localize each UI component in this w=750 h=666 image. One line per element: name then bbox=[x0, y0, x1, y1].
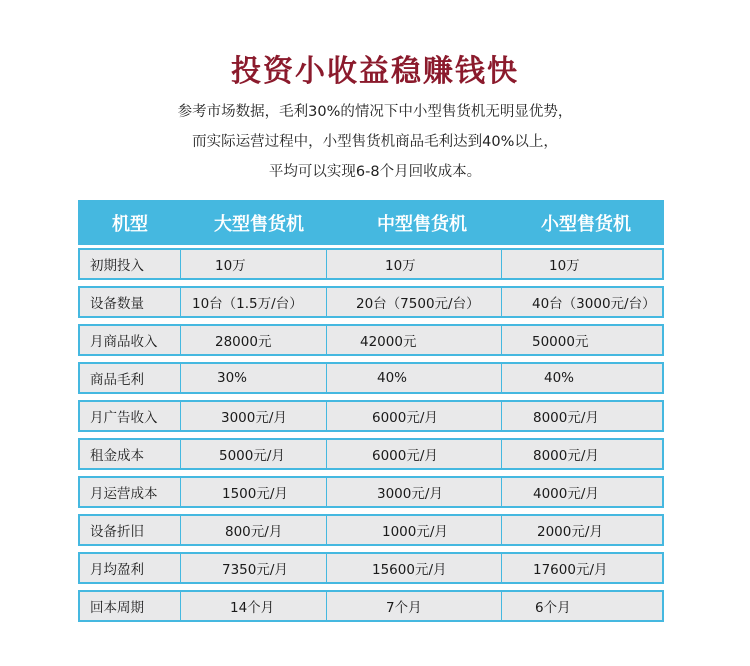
page-title: 投资小收益稳赚钱快 bbox=[231, 54, 519, 89]
table-row bbox=[78, 590, 664, 622]
cell-medium: 15600元/月 bbox=[326, 554, 501, 582]
row-label: 月运营成本 bbox=[90, 486, 158, 502]
row-label: 设备折旧 bbox=[90, 524, 144, 540]
table-header bbox=[78, 200, 664, 245]
cell-small: 40% bbox=[501, 364, 662, 392]
comparison-table bbox=[78, 200, 664, 622]
cell-large: 7350元/月 bbox=[180, 554, 326, 582]
table-row bbox=[78, 286, 664, 318]
header-small: 小型售货机 bbox=[541, 213, 631, 235]
description bbox=[0, 97, 750, 187]
cell-medium: 42000元 bbox=[326, 326, 501, 354]
table-row bbox=[78, 324, 664, 356]
cell-small: 17600元/月 bbox=[501, 554, 662, 582]
cell-medium: 7个月 bbox=[326, 592, 501, 620]
table-row bbox=[78, 438, 664, 470]
cell-medium: 6000元/月 bbox=[326, 440, 501, 468]
table-row bbox=[78, 362, 664, 394]
row-label: 设备数量 bbox=[90, 296, 144, 312]
header-model: 机型 bbox=[112, 213, 148, 235]
cell-medium: 1000元/月 bbox=[326, 516, 501, 544]
description-line: 参考市场数据，毛利30%的情况下中小型售货机无明显优势， bbox=[177, 104, 573, 120]
row-label: 商品毛利 bbox=[90, 372, 144, 388]
table-row bbox=[78, 400, 664, 432]
row-label: 租金成本 bbox=[90, 448, 144, 464]
cell-large: 3000元/月 bbox=[180, 402, 326, 430]
header-medium: 中型售货机 bbox=[377, 213, 467, 235]
cell-large: 10台（1.5万/台） bbox=[180, 288, 326, 316]
cell-large: 30% bbox=[180, 364, 326, 392]
cell-medium: 20台（7500元/台） bbox=[326, 288, 501, 316]
cell-large: 28000元 bbox=[180, 326, 326, 354]
cell-small: 2000元/月 bbox=[501, 516, 662, 544]
cell-small: 8000元/月 bbox=[501, 402, 662, 430]
cell-medium: 6000元/月 bbox=[326, 402, 501, 430]
row-label: 初期投入 bbox=[90, 258, 144, 274]
cell-medium: 10万 bbox=[326, 250, 501, 278]
table-row bbox=[78, 476, 664, 508]
cell-medium: 3000元/月 bbox=[326, 478, 501, 506]
cell-small: 40台（3000元/台） bbox=[501, 288, 662, 316]
cell-large: 1500元/月 bbox=[180, 478, 326, 506]
cell-medium: 40% bbox=[326, 364, 501, 392]
cell-small: 10万 bbox=[501, 250, 662, 278]
row-label: 月广告收入 bbox=[90, 410, 158, 426]
table-row bbox=[78, 552, 664, 584]
description-line: 平均可以实现6-8个月回收成本。 bbox=[268, 164, 482, 180]
cell-large: 10万 bbox=[180, 250, 326, 278]
cell-large: 800元/月 bbox=[180, 516, 326, 544]
cell-small: 6个月 bbox=[501, 592, 662, 620]
description-line: 而实际运营过程中，小型售货机商品毛利达到40%以上， bbox=[192, 134, 558, 150]
table-row bbox=[78, 248, 664, 280]
cell-small: 8000元/月 bbox=[501, 440, 662, 468]
row-label: 回本周期 bbox=[90, 600, 144, 616]
cell-small: 50000元 bbox=[501, 326, 662, 354]
row-label: 月商品收入 bbox=[90, 334, 158, 350]
cell-large: 14个月 bbox=[180, 592, 326, 620]
table-body bbox=[78, 248, 664, 622]
row-label: 月均盈利 bbox=[90, 562, 144, 578]
cell-large: 5000元/月 bbox=[180, 440, 326, 468]
header-large: 大型售货机 bbox=[214, 213, 304, 235]
table-row bbox=[78, 514, 664, 546]
cell-small: 4000元/月 bbox=[501, 478, 662, 506]
